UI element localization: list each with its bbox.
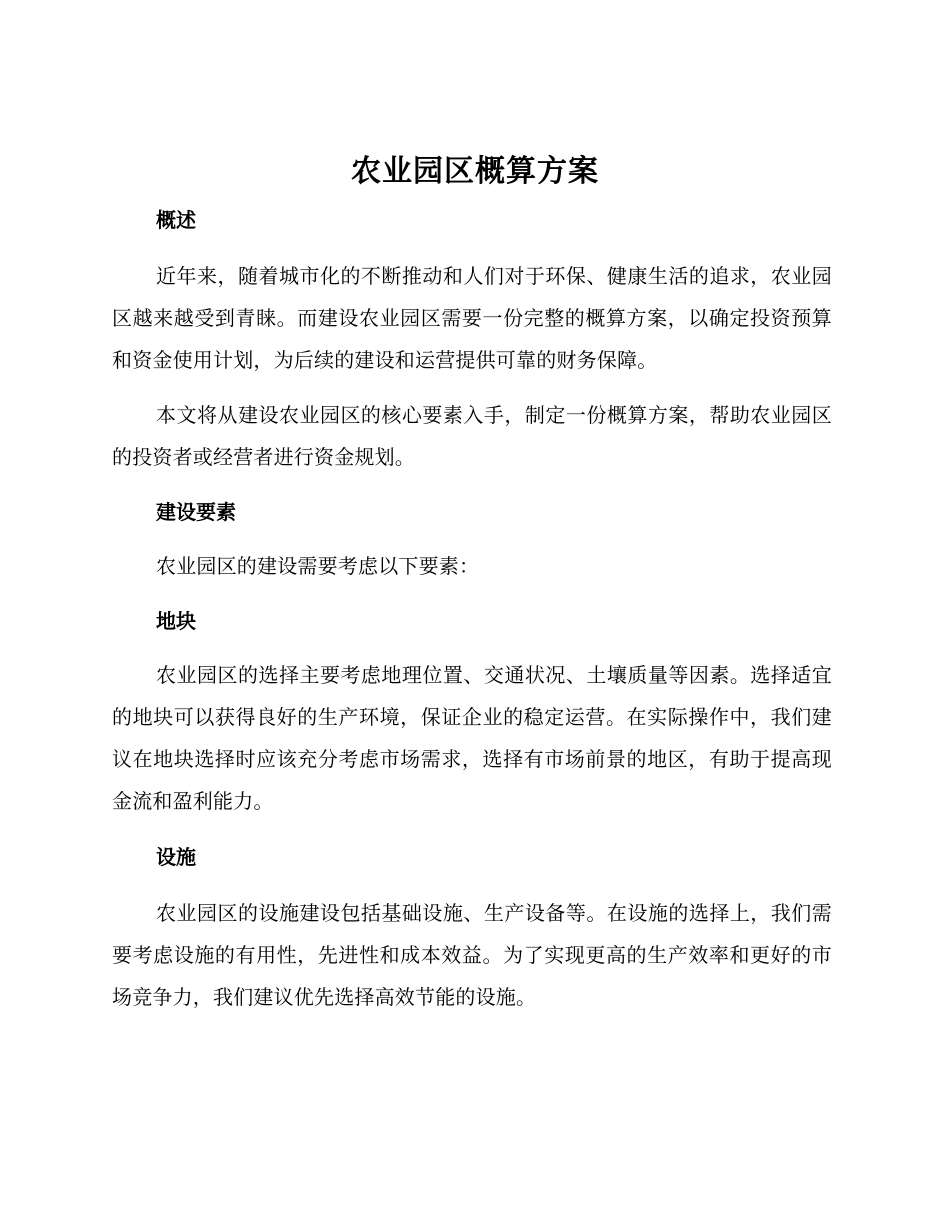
paragraph-facilities: 农业园区的设施建设包括基础设施、生产设备等。在设施的选择上，我们需要考虑设施的有用性，先进性和成本效益。为了实现更高的生产效率和更好的市场竞争力，我们建议优先选择高效节能的设施。 xyxy=(112,901,832,1009)
section-heading-land-plot: 地块 xyxy=(156,609,196,633)
paragraph-land-plot: 农业园区的选择主要考虑地理位置、交通状况、土壤质量等因素。选择适宜的地块可以获得良好的生产环境，保证企业的稳定运营。在实际操作中，我们建议在地块选择时应该充分考虑市场需求，选择有市场前景的地区，有助于提高现金流和盈利能力。 xyxy=(112,663,832,813)
section-heading-construction-elements: 建设要素 xyxy=(156,500,236,524)
paragraph-construction-elements: 农业园区的建设需要考虑以下要素： xyxy=(156,554,480,578)
paragraph-overview-1: 近年来，随着城市化的不断推动和人们对于环保、健康生活的追求，农业园区越来越受到青睐。而建设农业园区需要一份完整的概算方案，以确定投资预算和资金使用计划，为后续的建设和运营提供可靠的财务保障。 xyxy=(112,264,832,372)
section-heading-facilities: 设施 xyxy=(156,845,196,869)
paragraph-overview-2: 本文将从建设农业园区的核心要素入手，制定一份概算方案，帮助农业园区的投资者或经营者进行资金规划。 xyxy=(112,403,832,469)
section-heading-overview: 概述 xyxy=(156,208,196,232)
page-title: 农业园区概算方案 xyxy=(351,154,599,189)
